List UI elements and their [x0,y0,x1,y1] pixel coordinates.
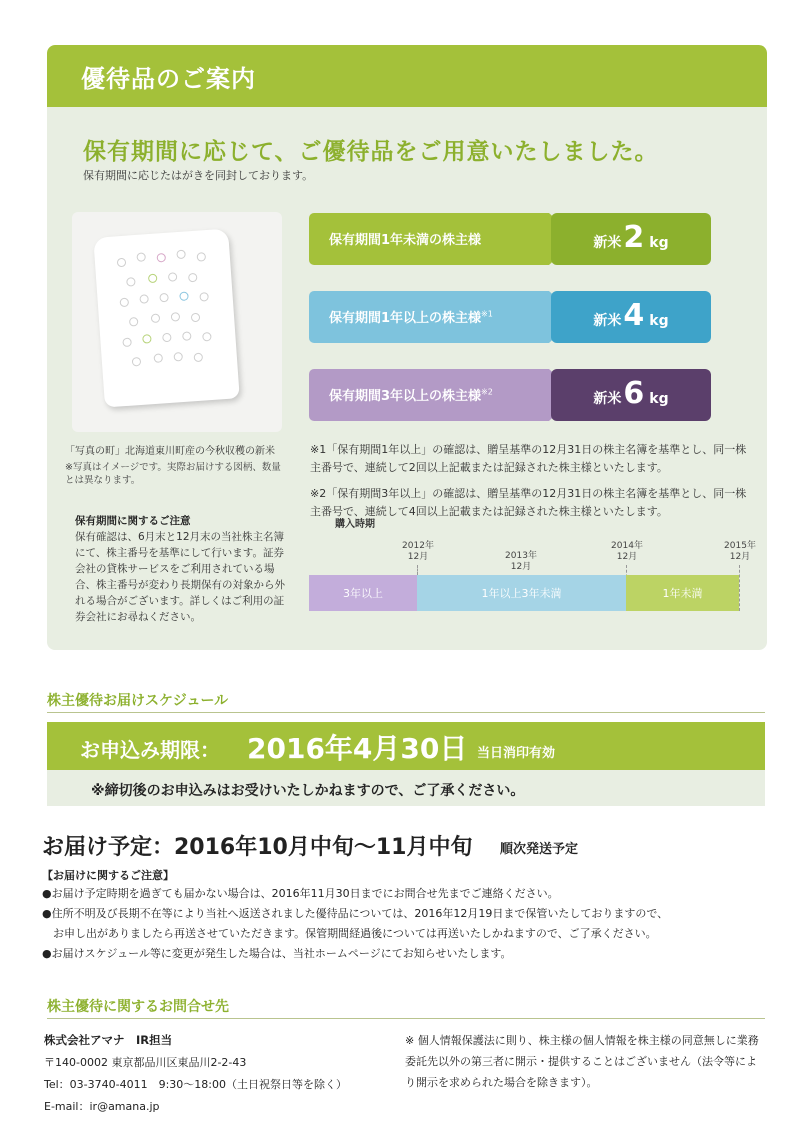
company-name: 株式会社アマナ IR担当 [44,1033,173,1047]
tier-row [309,369,719,421]
contact-email[interactable]: E-mail：ir@amana.jp [44,1100,160,1113]
delivery-care-item: お申し出がありましたら再送させていただきます。保管期間経過後については再送いたしかねますので、ご了承ください。 [42,927,657,940]
delivery-schedule: お届け予定：2016年10月中旬～11月中旬 [42,835,473,860]
contact-address: 〒140-0002 東京都品川区東品川2-2-43 [44,1056,247,1069]
timeline-bar-3plus: 3年以上 [309,575,417,611]
tier-amount-box: 新米 2 kg [551,213,711,265]
timeline-bar-under1: 1年未満 [626,575,739,611]
timeline-tick [739,565,740,611]
tier-amount-box: 新米 4 kg [551,291,711,343]
schedule-section-title: 株主優待お届けスケジュール [47,693,229,709]
schedule-divider [47,712,765,713]
tier-row [309,291,719,343]
tier-row [309,213,719,265]
timeline-year: 2012年 12月 [402,541,434,562]
delivery-care-item: ●お届けスケジュール等に変更が発生した場合は、当社ホームページにてお知らせいたします。 [42,947,512,960]
delivery-note: 順次発送予定 [500,842,579,857]
holding-care-title: 保有期間に関するご注意 [75,515,191,527]
timeline-bar-1to3: 1年以上3年未満 [417,575,626,611]
timeline-title: 購入時期 [335,519,375,530]
deadline-subnote: ※締切後のお申込みはお受けいたしかねますので、ご了承ください。 [91,783,525,799]
contact-section-title: 株主優待に関するお問合せ先 [47,999,229,1015]
delivery-care-item: ●住所不明及び長期不在等により当社へ返送されました優待品については、2016年12月19日まで保管いたしておりますので、 [42,907,669,920]
privacy-note: ※ 個人情報保護法に則り、株主様の個人情報を株主様の同意無しに業務委託先以外の第三者に開示・提供することはございません（法令等により開示を求められた場合を除きます）。 [405,1034,759,1089]
panel-header [47,45,767,107]
rice-bag-image [93,228,240,407]
tier-label: 保有期間3年以上の株主様$^{※2}$ [329,387,493,404]
photo-note: ※写真はイメージです。実際お届けする図柄、数量とは異なります。 [65,462,281,486]
panel-title: 優待品のご案内 [81,65,256,93]
footnote-1: ※1「保有期間1年以上」の確認は、贈呈基準の12月31日の株主名簿を基準とし、同一株主番号で、連続して2回以上記載または記録された株主様といたします。 [310,443,747,474]
deadline-label: お申込み期限： [80,738,220,762]
benefit-panel [47,45,767,650]
contact-divider [47,1018,765,1019]
timeline-year: 2014年 12月 [611,541,643,562]
deadline-date: 2016年4月30日 [247,732,468,765]
tier-label: 保有期間1年未満の株主様 [329,233,482,248]
delivery-care-item: ●お届け予定時期を過ぎても届かない場合は、2016年11月30日までにお問合せ先までご連絡ください。 [42,887,559,900]
timeline-year: 2013年 12月 [505,551,537,572]
footnote-2: ※2「保有期間3年以上」の確認は、贈呈基準の12月31日の株主名簿を基準とし、同一株主番号で、連続して4回以上記載または記録された株主様といたします。 [310,487,747,518]
holding-care-text: 保有確認は、6月末と12月末の当社株主名簿にて、株主番号を基準にして行います。証券会社の貸株サービスをご利用されている場合、株主番号が変わり長期保有の対象から外れる場合がございます。詳しくはご利用の証券会社にお尋ねください。 [75,531,285,623]
subnote: 保有期間に応じたはがきを同封しております。 [83,169,314,182]
tier-label: 保有期間1年以上の株主様$^{※1}$ [329,309,493,326]
contact-tel: Tel：03-3740-4011 9:30～18:00（土日祝祭日等を除く） [44,1078,347,1091]
timeline-year: 2015年 12月 [724,541,756,562]
tier-amount-box: 新米 6 kg [551,369,711,421]
photo-caption: 「写真の町」北海道東川町産の今秋収穫の新米 [65,446,275,457]
delivery-care-title: 【お届けに関するご注意】 [42,869,174,882]
timeline-tick [417,565,418,575]
deadline-note: 当日消印有効 [477,746,556,761]
headline: 保有期間に応じて、ご優待品をご用意いたしました。 [83,139,659,165]
